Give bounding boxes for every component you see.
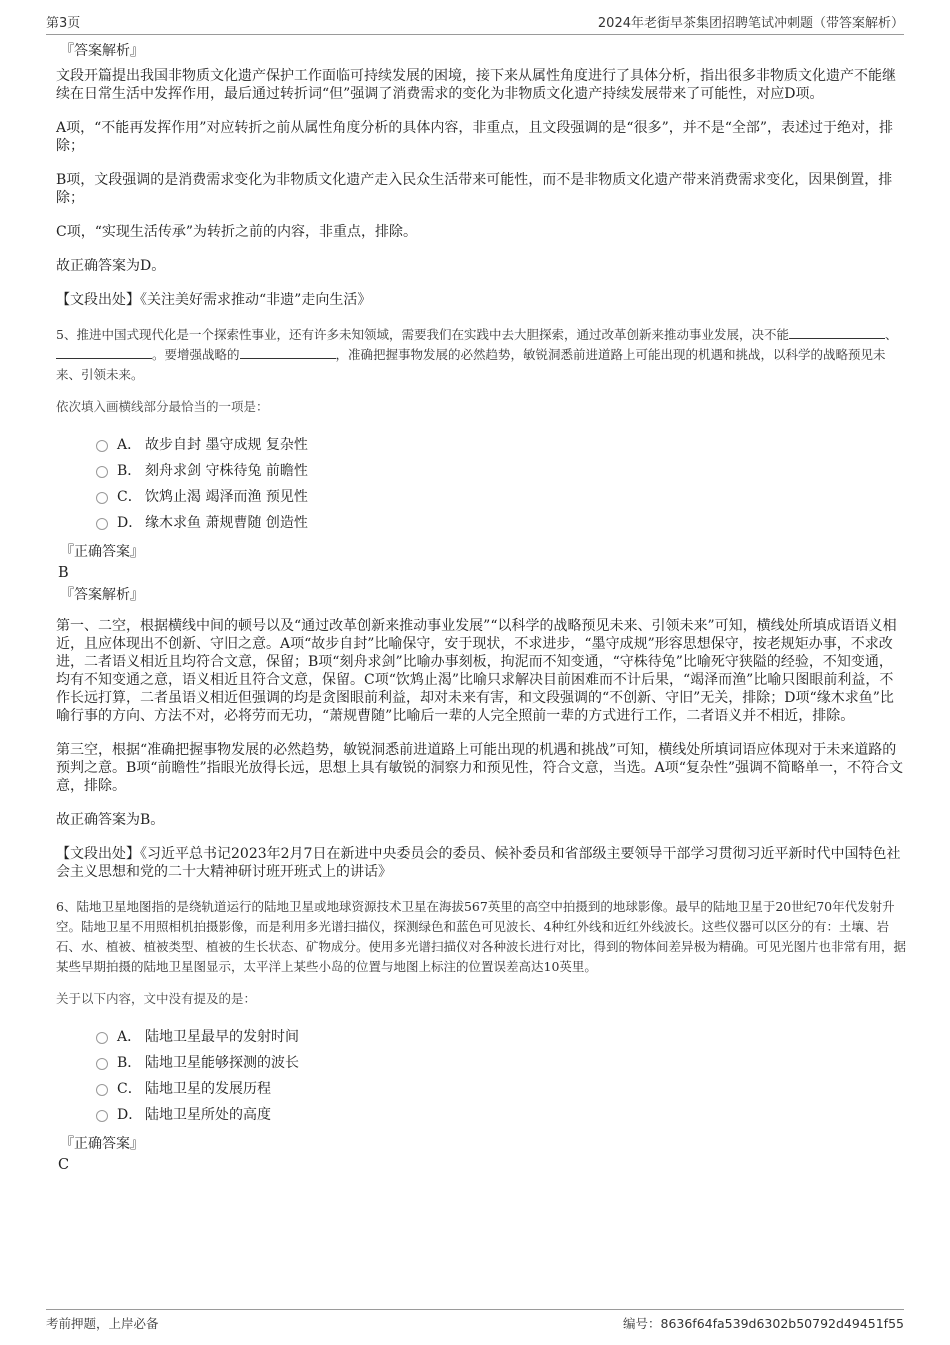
conclusion: 故正确答案为D。 (56, 258, 166, 274)
page-content (56, 42, 906, 1178)
option-text: 陆地卫星能够探测的波长 (145, 1055, 299, 1071)
option-b[interactable] (96, 1049, 906, 1075)
option-letter: C． (117, 1081, 142, 1097)
analysis-paragraph: A项，“不能再发挥作用”对应转折之前从属性角度分析的具体内容，非重点，且文段强调的是“很多”，并不是“全部”，表述过于绝对，排除； (56, 120, 894, 154)
fill-blank (789, 326, 885, 339)
question-6-prompt: 关于以下内容，文中没有提及的是： (56, 991, 257, 1006)
analysis-paragraph: 第三空，根据“准确把握事物发展的必然趋势，敏锐洞悉前进道路上可能出现的机遇和挑战”可知，横线处所填词语应体现对于未来道路的预判之意。B项“前瞻性”指眼光放得长远，思想上具有敏锐的洞察力和预见性，符合文意，当选。A项“复杂性”强调不简略单一，不符合文意，排除。 (56, 742, 904, 794)
option-c[interactable] (96, 483, 906, 509)
analysis-paragraph: B项，文段强调的是消费需求变化为非物质文化遗产走入民众生活带来可能性，而不是非物质文化遗产带来消费需求变化，因果倒置，排除； (56, 172, 893, 206)
page-header (46, 12, 904, 35)
question-6-stem: 6、陆地卫星地图指的是绕轨道运行的陆地卫星或地球资源技术卫星在海拔567英里的高空中拍摄到的地球影像。最早的陆地卫星于20世纪70年代发射升空。陆地卫星不用照相机拍摄影像，而是利用多光谱扫描仪，探测绿色和蓝色可见波长、4种红外线和近红外线波长。这些仪器可以区分的有：土壤、岩石、水、植被、植被类型、植被的生长状态、矿物成分。使用多光谱扫描仪对各种波长进行对比，得到的物体间差异极为精确。可见光图片也非常有用，据某些早期拍摄的陆地卫星图显示，太平洋上某些小岛的位置与地图上标注的位置误差高达10英里。 (56, 899, 907, 974)
fill-blank (240, 346, 336, 359)
document-id: 编号：8636f64fa539d6302b50792d49451f55 (623, 1316, 904, 1331)
page-footer (46, 1309, 904, 1344)
radio-icon[interactable] (96, 466, 108, 478)
stem-separator: 、 (884, 327, 898, 342)
answer-tag: 『正确答案』 (60, 1136, 144, 1152)
option-text: 刻舟求剑 守株待兔 前瞻性 (145, 463, 308, 479)
radio-icon[interactable] (96, 1084, 108, 1096)
option-c[interactable] (96, 1075, 906, 1101)
radio-icon[interactable] (96, 1110, 108, 1122)
footer-slogan: 考前押题，上岸必备 (46, 1316, 159, 1331)
option-d[interactable] (96, 509, 906, 535)
stem-part: 5、推进中国式现代化是一个探索性事业，还有许多未知领域，需要我们在实践中去大胆探索，通过改革创新来推动事业发展，决不能 (56, 327, 789, 342)
analysis-paragraph: 第一、二空，根据横线中间的顿号以及“通过改革创新来推动事业发展”“以科学的战略预见未来、引领未来”可知，横线处所填成语语义相近，且应体现出不创新、守旧之意。A项“故步自封”比喻保守，安于现状，不求进步，“墨守成规”形容思想保守，按老规矩办事，不求改进，二者语义相近且均符合文意，保留；B项“刻舟求剑”比喻办事刻板，拘泥而不知变通，“守株待兔”比喻死守狭隘的经验，不知变通，均有不知变通之意，语义相近且符合文意，保留。C项“饮鸩止渴”比喻只求解决目前困难而不计后果，“竭泽而渔”比喻只图眼前利益，不作长远打算，二者虽语义相近但强调的均是贪图眼前利益，却对未来有害，和文段强调的“不创新、守旧”无关，排除；D项“缘木求鱼”比喻行事的方向、方法不对，必将劳而无功，“萧规曹随”比喻后一辈的人完全照前一辈的方式进行工作，二者语义并不相近，排除。 (56, 618, 897, 724)
option-text: 故步自封 墨守成规 复杂性 (145, 437, 308, 453)
correct-answer: C (58, 1157, 70, 1173)
question-5-prompt: 依次填入画横线部分最恰当的一项是： (56, 399, 269, 414)
option-text: 陆地卫星最早的发射时间 (145, 1029, 299, 1045)
analysis-paragraph: C项，“实现生活传承”为转折之前的内容，非重点，排除。 (56, 224, 418, 240)
option-d[interactable] (96, 1101, 906, 1127)
option-text: 饮鸩止渴 竭泽而渔 预见性 (145, 489, 308, 505)
radio-icon[interactable] (96, 518, 108, 530)
document-title: 2024年老街早茶集团招聘笔试冲刺题（带答案解析） (597, 16, 904, 31)
option-letter: B． (117, 463, 142, 479)
option-letter: A． (117, 437, 142, 453)
radio-icon[interactable] (96, 1058, 108, 1070)
option-b[interactable] (96, 457, 906, 483)
analysis-tag: 『答案解析』 (60, 587, 144, 603)
stem-part: 。要增强战略的 (152, 347, 240, 362)
option-a[interactable] (96, 431, 906, 457)
radio-icon[interactable] (96, 440, 108, 452)
analysis-tag: 『答案解析』 (60, 43, 144, 59)
option-letter: B． (117, 1055, 142, 1071)
option-text: 陆地卫星所处的高度 (145, 1107, 271, 1123)
stem-part: ，准确把握事物发展的必然趋势，敏锐洞悉前进道路上可能出现的机遇和挑战，以科学的战略预见未来、引领未来。 (56, 347, 886, 382)
source-citation: 【文段出处】《关注美好需求推动“非遗”走向生活》 (56, 292, 372, 308)
option-a[interactable] (96, 1023, 906, 1049)
option-text: 陆地卫星的发展历程 (145, 1081, 271, 1097)
analysis-paragraph: 文段开篇提出我国非物质文化遗产保护工作面临可持续发展的困境，接下来从属性角度进行了具体分析，指出很多非物质文化遗产不能继续在日常生活中发挥作用，最后通过转折词“但”强调了消费需求的变化为非物质文化遗产持续发展带来了可能性，对应D项。 (56, 68, 896, 102)
page-number: 第3页 (46, 16, 81, 31)
answer-tag: 『正确答案』 (60, 544, 144, 560)
radio-icon[interactable] (96, 1032, 108, 1044)
option-text: 缘木求鱼 萧规曹随 创造性 (145, 515, 308, 531)
radio-icon[interactable] (96, 492, 108, 504)
question-5-stem (56, 325, 906, 385)
conclusion: 故正确答案为B。 (56, 812, 165, 828)
option-letter: D． (117, 1107, 143, 1123)
fill-blank (56, 346, 152, 359)
source-citation: 【文段出处】《习近平总书记2023年2月7日在新进中央委员会的委员、候补委员和省部级主要领导干部学习贯彻习近平新时代中国特色社会主义思想和党的二十大精神研讨班开班式上的讲话》 (56, 846, 901, 880)
option-letter: C． (117, 489, 142, 505)
option-letter: D． (117, 515, 143, 531)
correct-answer: B (58, 565, 69, 581)
option-letter: A． (117, 1029, 142, 1045)
